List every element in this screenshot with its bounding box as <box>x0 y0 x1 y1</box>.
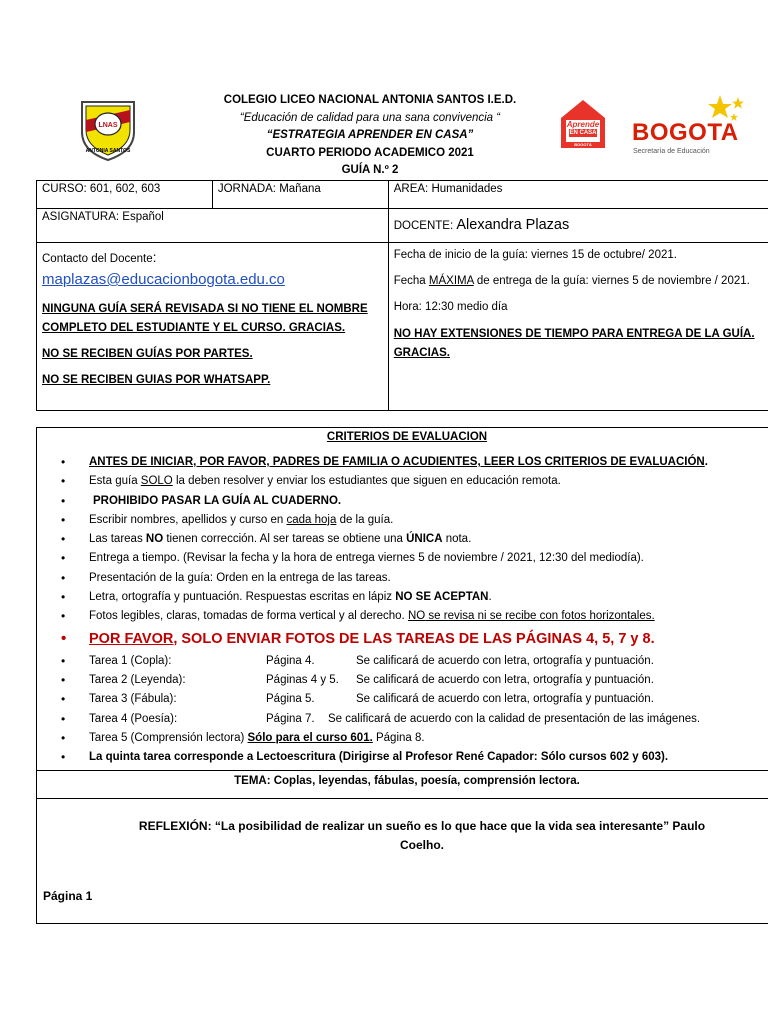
criteria-text: Escribir nombres, apellidos y curso en <box>89 513 287 526</box>
criteria-item <box>61 530 768 549</box>
criteria-item <box>61 549 768 568</box>
bogota-subtitle: Secretaría de Educación <box>633 148 710 155</box>
criteria-text: Fotos legibles, claras, tomadas de forma vertical y al derecho. <box>89 610 408 623</box>
criteria-text: tienen corrección. Al ser tareas se obtiene una <box>163 533 407 546</box>
page-number: Página 1 <box>43 889 93 904</box>
task-desc: Se calificará de acuerdo con letra, ortografía y puntuación. <box>356 654 654 667</box>
jornada-cell: JORNADA: Mañana <box>212 181 388 209</box>
criteria-item <box>61 511 768 530</box>
criteria-text: NO SE ACEPTAN <box>395 591 489 604</box>
criteria-text: Presentación de la guía: Orden en la entrega de las tareas. <box>89 571 391 584</box>
area-cell: AREA: Humanidades <box>388 181 768 209</box>
bullet-icon: • <box>61 512 66 527</box>
criteria-list <box>37 453 768 770</box>
curso-cell: CURSO: 601, 602, 603 <box>37 181 213 209</box>
contact-label: Contacto del Docente <box>42 253 153 265</box>
school-name: COLEGIO LICEO NACIONAL ANTONIA SANTOS I.E.D. <box>223 94 517 106</box>
bogota-logo <box>628 93 746 161</box>
no-extensions-notice: NO HAY EXTENSIONES DE TIEMPO PARA ENTREGA DE LA GUÍA. GRACIAS. <box>393 328 755 359</box>
task-name: Tarea 5 (Comprensión lectora) <box>89 731 248 744</box>
criteria-text: PROHIBIDO PASAR LA GUÍA AL CUADERNO. <box>93 494 342 507</box>
warning-no-whatsapp: NO SE RECIBEN GUIAS POR WHATSAPP. <box>42 374 271 386</box>
task-name: Tarea 4 (Poesía): <box>89 712 178 725</box>
guide-number: GUÍA N.º 2 <box>341 164 399 176</box>
reflection-row <box>37 798 768 923</box>
task-name: Tarea 1 (Copla): <box>89 654 172 667</box>
task-item <box>61 729 768 748</box>
bullet-icon: • <box>61 570 66 585</box>
delivery-hour: Hora: 12:30 medio día <box>393 301 508 313</box>
criteria-text: ANTES DE INICIAR, POR FAVOR, PADRES DE FAMILIA O ACUDIENTES, LEER LOS CRITERIOS DE EVALUACIÓN <box>89 456 705 468</box>
max-date-c: de entrega de la guía: viernes 5 de noviembre / 2021. <box>473 275 750 287</box>
criteria-item <box>61 453 768 472</box>
criteria-text: . <box>704 456 708 468</box>
criteria-item <box>61 607 768 626</box>
criteria-item <box>61 492 768 511</box>
criteria-text: SOLO ENVIAR FOTOS DE LAS TAREAS DE LAS PÁGINAS 4, 5, 7 y 8. <box>177 630 655 647</box>
bullet-icon: • <box>61 629 67 647</box>
task-item <box>61 710 768 729</box>
docente-cell <box>388 209 768 243</box>
criteria-text: nota. <box>442 533 472 546</box>
criteria-title: CRITERIOS DE EVALUACION <box>326 431 488 443</box>
docente-name: Alexandra Plazas <box>456 217 570 233</box>
bullet-icon: • <box>61 750 66 765</box>
criteria-text: POR FAVOR, <box>89 630 178 647</box>
bullet-icon: • <box>61 692 66 707</box>
bullet-icon: • <box>61 474 66 489</box>
aprende-text: Aprende <box>566 120 600 129</box>
task-item <box>61 652 768 671</box>
criteria-text: NO <box>145 533 164 546</box>
asignatura-cell: ASIGNATURA: Español <box>37 209 389 243</box>
bullet-icon: • <box>61 551 66 566</box>
task-name: Tarea 3 (Fábula): <box>89 693 177 706</box>
criteria-text: Esta guía <box>89 475 141 488</box>
criteria-text: la deben resolver y enviar los estudiantes que siguen en educación remota. <box>172 475 561 488</box>
criteria-item <box>61 472 768 491</box>
criteria-text: ÚNICA <box>406 533 443 546</box>
bullet-icon: • <box>61 672 66 687</box>
school-motto: “Educación de calidad para una sana convivencia “ <box>239 112 501 124</box>
theme-row: TEMA: Coplas, leyendas, fábulas, poesía, comprensión lectora. <box>37 770 768 798</box>
info-table <box>36 180 768 411</box>
criteria-text: . <box>488 591 492 604</box>
dates-cell <box>388 243 768 411</box>
max-date-b: MÁXIMA <box>428 275 474 287</box>
criteria-item <box>61 569 768 588</box>
contact-colon: : <box>152 249 157 265</box>
task-course: Sólo para el curso 601. <box>247 731 373 744</box>
criteria-item <box>61 588 768 607</box>
max-date <box>394 272 768 290</box>
bullet-icon: • <box>61 532 66 547</box>
criteria-text: SOLO <box>140 475 173 488</box>
crest-text: ANTONIA SANTOS <box>85 148 131 154</box>
criteria-box <box>36 427 768 924</box>
reflection-quote: REFLEXIÓN: “La posibilidad de realizar un sueño es lo que hace que la vida sea interesante” Paulo Coelho. <box>138 819 706 853</box>
task-page: Página 4. <box>266 654 315 667</box>
school-crest <box>78 98 138 162</box>
criteria-text: Las tareas <box>89 533 146 546</box>
task-page: Página 8. <box>372 731 425 744</box>
bullet-icon: • <box>61 609 66 624</box>
teacher-email-link[interactable]: maplazas@educacionbogota.edu.co <box>42 271 285 288</box>
warning-no-parts: NO SE RECIBEN GUÍAS POR PARTES. <box>42 348 253 360</box>
bullet-icon: • <box>61 653 66 668</box>
max-date-a: Fecha <box>393 275 429 287</box>
contact-cell <box>37 243 389 411</box>
task-desc: Se calificará de acuerdo con la calidad de presentación de las imágenes. <box>328 712 701 725</box>
task-name: Tarea 2 (Leyenda): <box>89 673 186 686</box>
bogota-wordmark: BOGOTA <box>632 119 739 146</box>
criteria-item-highlight <box>61 627 768 652</box>
warning-name-course: NINGUNA GUÍA SERÁ REVISADA SI NO TIENE EL NOMBRE COMPLETO DEL ESTUDIANTE Y EL CURSO. GRACIAS. <box>42 303 368 334</box>
task-note: La quinta tarea corresponde a Lectoescritura (Dirigirse al Profesor René Capador: Sólo cursos 602 y 603). <box>89 751 669 764</box>
strategy-title: “ESTRATEGIA APRENDER EN CASA” <box>266 129 474 141</box>
bullet-icon: • <box>61 730 66 745</box>
criteria-text: NO <box>407 610 426 623</box>
svg-text:LNAS: LNAS <box>98 122 118 129</box>
task-page: Página 7. <box>266 712 315 725</box>
task-page: Páginas 4 y 5. <box>266 673 339 686</box>
aprende-bogota-text: BOGOTÁ <box>574 142 592 147</box>
criteria-text: se revisa ni se recibe con fotos horizontales. <box>425 610 655 623</box>
task-page: Página 5. <box>266 693 315 706</box>
task-desc: Se calificará de acuerdo con letra, ortografía y puntuación. <box>356 693 654 706</box>
task-item <box>61 748 768 770</box>
criteria-text: Entrega a tiempo. (Revisar la fecha y la hora de entrega viernes 5 de noviembre / 2021, 12:30 del mediodía). <box>89 552 644 565</box>
bullet-icon: • <box>61 493 66 508</box>
criteria-text: Letra, ortografía y puntuación. Respuestas escritas en lápiz <box>89 591 396 604</box>
task-item <box>61 690 768 709</box>
bullet-icon: • <box>61 455 66 469</box>
task-desc: Se calificará de acuerdo con letra, ortografía y puntuación. <box>356 673 654 686</box>
en-casa-text: EN CASA <box>569 130 597 136</box>
task-item <box>61 671 768 690</box>
bullet-icon: • <box>61 711 66 726</box>
criteria-text: de la guía. <box>336 513 394 526</box>
period-title: CUARTO PERIODO ACADEMICO 2021 <box>266 147 474 159</box>
criteria-text: cada hoja <box>286 513 337 526</box>
start-date: Fecha de inicio de la guía: viernes 15 de octubre/ 2021. <box>393 249 677 261</box>
bullet-icon: • <box>61 590 66 605</box>
docente-label: DOCENTE: <box>393 220 457 232</box>
